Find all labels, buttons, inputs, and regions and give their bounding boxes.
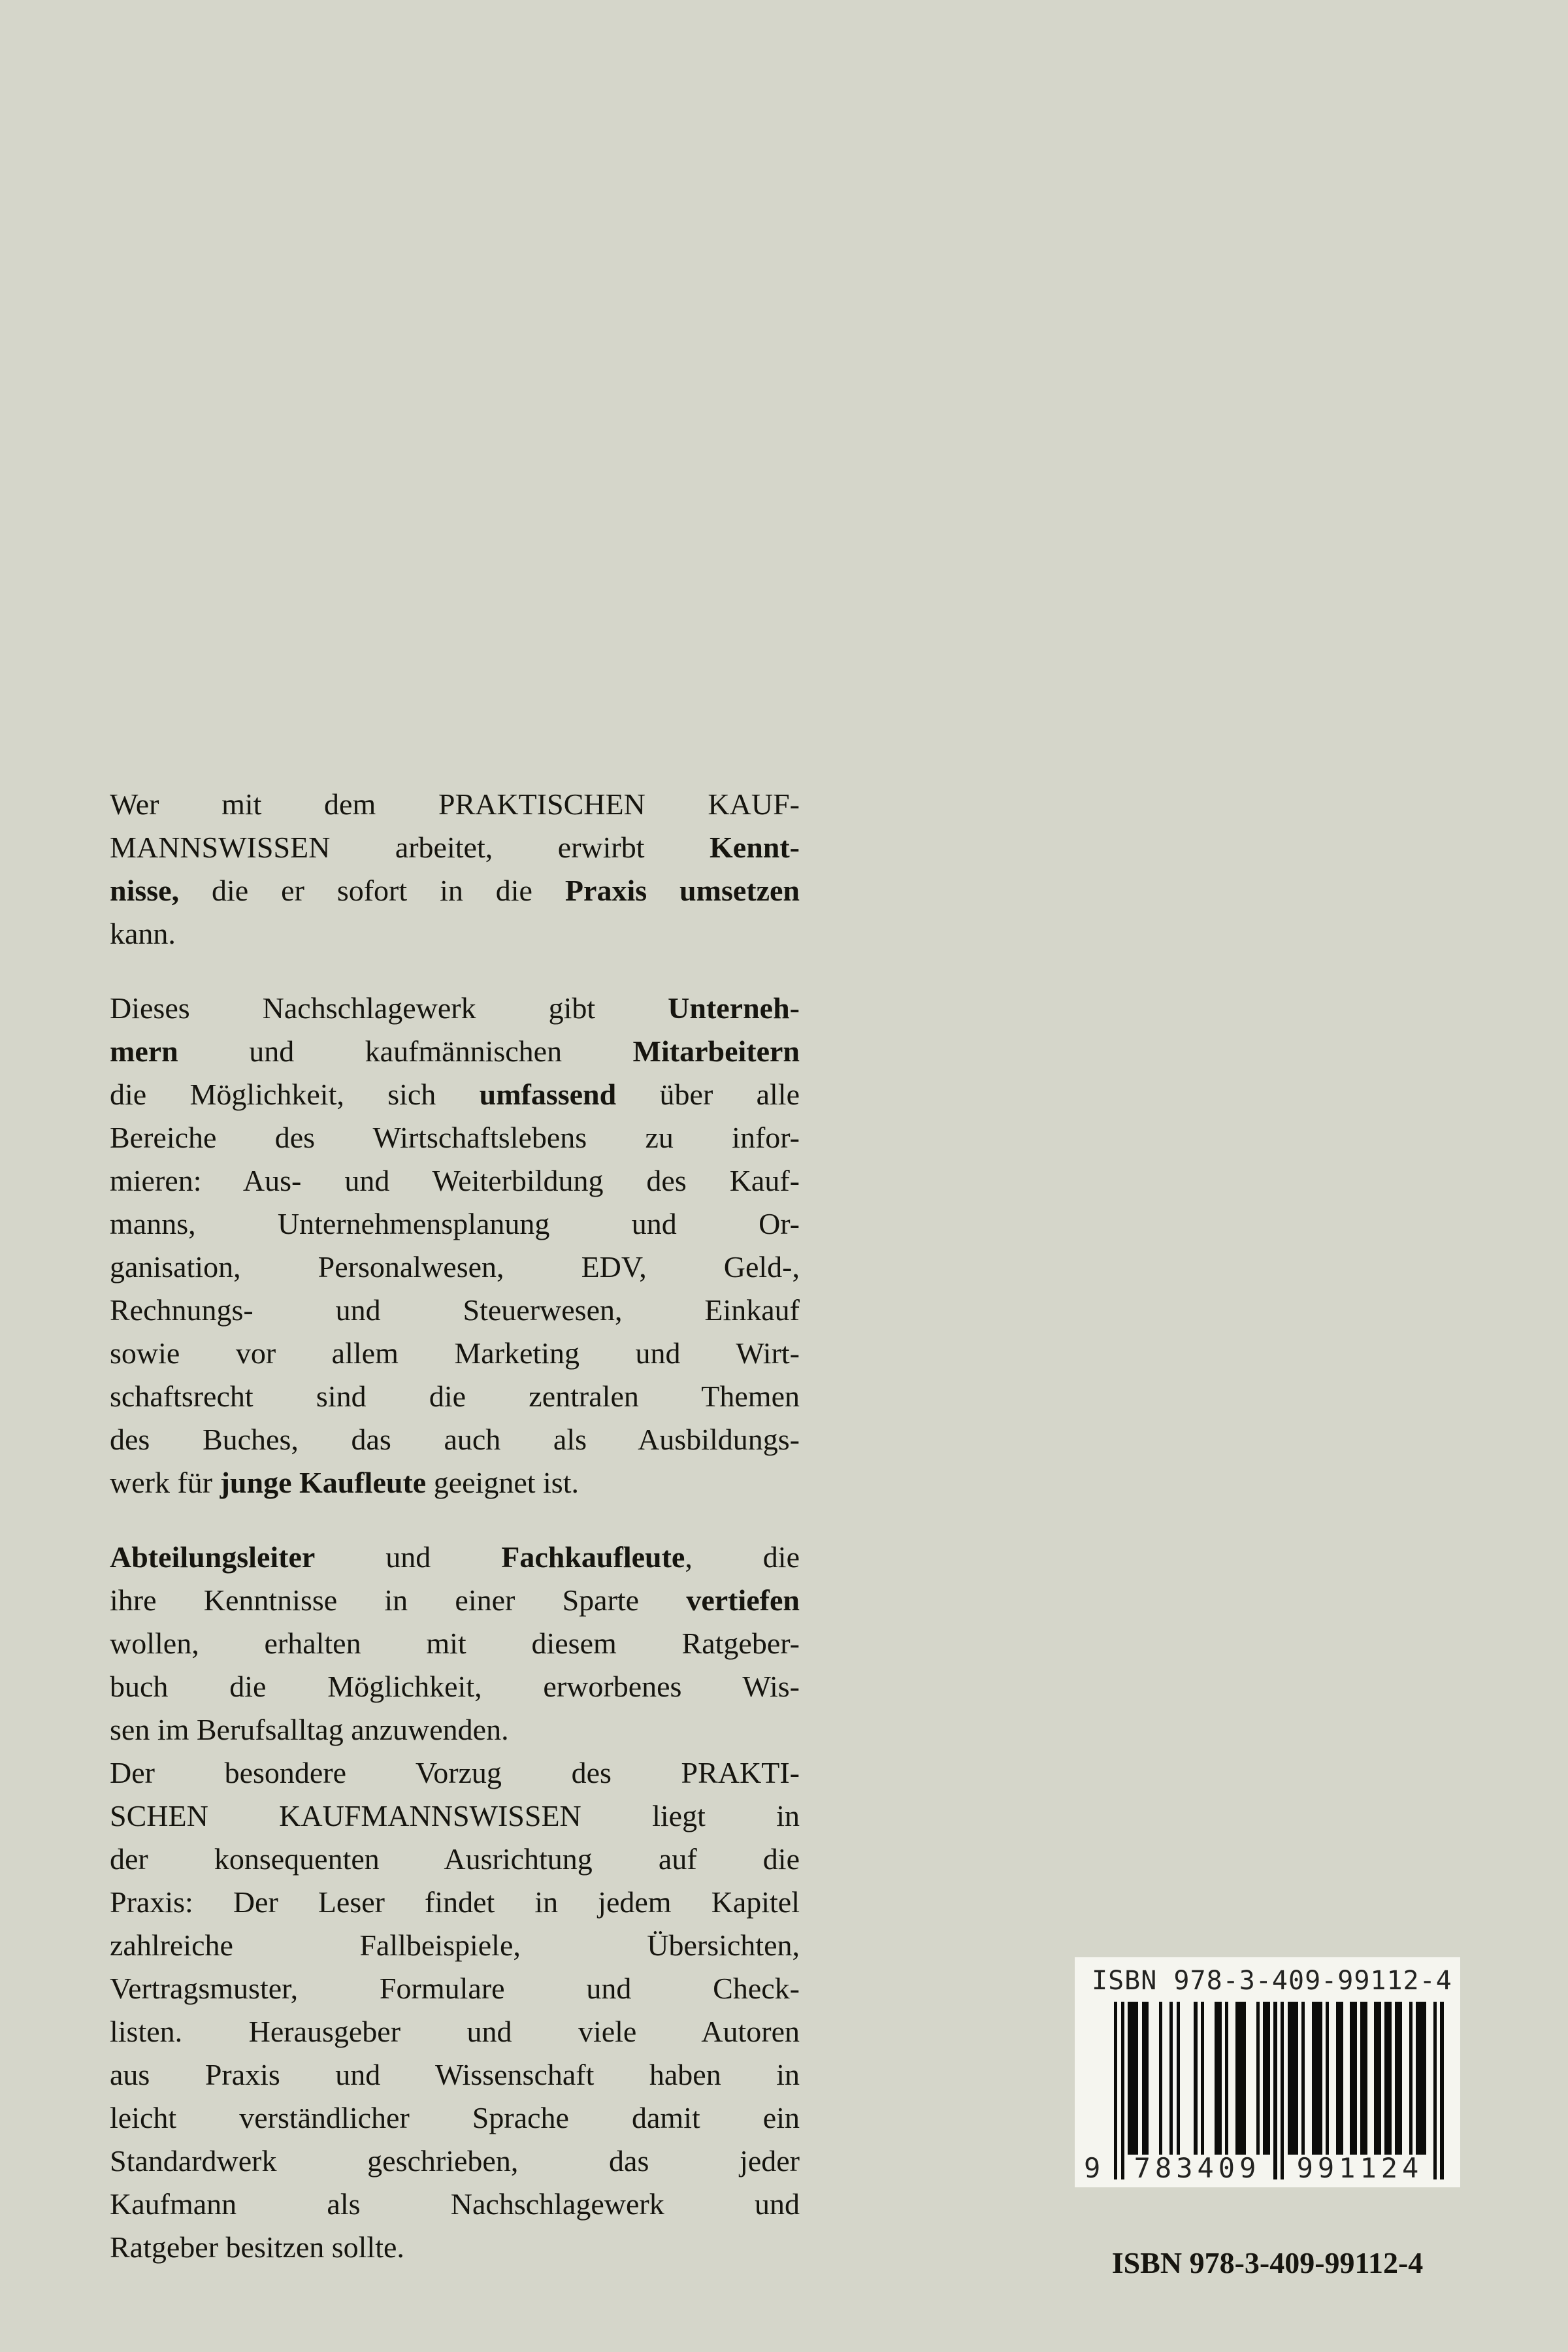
text-segment: Bereiche des Wirtschaftslebens zu infor- bbox=[110, 1121, 800, 1154]
bold-text-segment: mern bbox=[110, 1035, 178, 1068]
text-segment: MANNSWISSEN arbeitet, erwirbt bbox=[110, 831, 710, 864]
text-line bbox=[110, 2010, 800, 2053]
isbn-top-label: ISBN 978-3-409-99112-4 bbox=[1092, 1966, 1452, 1996]
text-line bbox=[110, 1924, 800, 1967]
text-segment: wollen, erhalten mit diesem Ratgeber- bbox=[110, 1627, 800, 1660]
text-segment: Praxis: Der Leser findet in jedem Kapitel bbox=[110, 1885, 800, 1919]
text-segment: des Buches, das auch als Ausbildungs- bbox=[110, 1423, 800, 1456]
text-line bbox=[110, 1289, 800, 1332]
bold-text-segment: Kennt- bbox=[710, 831, 800, 864]
text-segment: leicht verständlicher Sprache damit ein bbox=[110, 2101, 800, 2134]
barcode-digits bbox=[1084, 2152, 1443, 2184]
text-line bbox=[110, 1418, 800, 1461]
text-line bbox=[110, 1461, 800, 1504]
text-line bbox=[110, 869, 800, 912]
text-line bbox=[110, 912, 800, 955]
text-segment: ganisation, Personalwesen, EDV, Geld-, bbox=[110, 1250, 800, 1284]
text-segment: listen. Herausgeber und viele Autoren bbox=[110, 2015, 800, 2048]
barcode-digit-group-1: 783409 bbox=[1134, 2152, 1261, 2184]
text-segment: Rechnungs- und Steuerwesen, Einkauf bbox=[110, 1293, 800, 1327]
barcode-digit-lead: 9 bbox=[1084, 2152, 1101, 2184]
text-segment: die er sofort in die bbox=[179, 874, 565, 907]
isbn-footer: ISBN 978-3-409-99112-4 bbox=[1111, 2246, 1424, 2279]
text-line bbox=[110, 1030, 800, 1073]
bold-text-segment: Mitarbeitern bbox=[632, 1035, 800, 1068]
text-segment: und bbox=[315, 1540, 502, 1574]
bold-text-segment: Praxis umsetzen bbox=[564, 874, 800, 907]
text-line bbox=[110, 1375, 800, 1418]
text-line bbox=[110, 1159, 800, 1202]
text-line bbox=[110, 2226, 800, 2269]
text-segment: und kaufmännischen bbox=[178, 1035, 633, 1068]
text-line bbox=[110, 2183, 800, 2226]
text-segment: mieren: Aus- und Weiterbildung des Kauf- bbox=[110, 1164, 800, 1197]
bold-text-segment: vertiefen bbox=[686, 1583, 800, 1617]
text-segment: der konsequenten Ausrichtung auf die bbox=[110, 1842, 800, 1876]
text-line bbox=[110, 1579, 800, 1622]
text-line bbox=[110, 783, 800, 826]
text-line bbox=[110, 1536, 800, 1579]
text-line bbox=[110, 1708, 800, 1751]
text-line bbox=[110, 1795, 800, 1838]
paragraph bbox=[110, 783, 800, 955]
text-segment: zahlreiche Fallbeispiele, Übersichten, bbox=[110, 1929, 800, 1962]
text-segment: Kaufmann als Nachschlagewerk und bbox=[110, 2187, 800, 2221]
paragraph bbox=[110, 1536, 800, 1751]
text-segment: buch die Möglichkeit, erworbenes Wis- bbox=[110, 1670, 800, 1703]
text-segment: Der besondere Vorzug des PRAKTI- bbox=[110, 1756, 800, 1789]
text-line bbox=[110, 1967, 800, 2010]
text-segment: Wer mit dem PRAKTISCHEN KAUF- bbox=[110, 787, 800, 821]
barcode-box bbox=[1075, 1957, 1460, 2187]
text-line bbox=[110, 1073, 800, 1116]
text-segment: sen im Berufsalltag anzuwenden. bbox=[110, 1713, 509, 1746]
text-segment: geeignet ist. bbox=[426, 1466, 579, 1499]
bold-text-segment: Unterneh- bbox=[668, 991, 800, 1025]
text-segment: werk für bbox=[110, 1466, 220, 1499]
text-segment: kann. bbox=[110, 917, 176, 950]
body-text bbox=[110, 783, 800, 2269]
text-segment: sowie vor allem Marketing und Wirt- bbox=[110, 1336, 800, 1370]
text-line bbox=[110, 1838, 800, 1881]
paragraph bbox=[110, 987, 800, 1504]
text-segment: manns, Unternehmensplanung und Or- bbox=[110, 1207, 800, 1240]
text-line bbox=[110, 2140, 800, 2183]
bold-text-segment: junge Kaufleute bbox=[220, 1466, 427, 1499]
text-line bbox=[110, 1622, 800, 1665]
bold-text-segment: umfassend bbox=[479, 1078, 617, 1111]
text-segment: die Möglichkeit, sich bbox=[110, 1078, 480, 1111]
barcode-area bbox=[1084, 2002, 1443, 2184]
text-line bbox=[110, 1881, 800, 1924]
text-segment: aus Praxis und Wissenschaft haben in bbox=[110, 2058, 800, 2091]
text-segment: Vertragsmuster, Formulare und Check- bbox=[110, 1972, 800, 2005]
text-line bbox=[110, 2053, 800, 2096]
text-line bbox=[110, 2096, 800, 2140]
text-line bbox=[110, 1751, 800, 1795]
text-segment: schaftsrecht sind die zentralen Themen bbox=[110, 1380, 800, 1413]
text-segment: , die bbox=[685, 1540, 800, 1574]
text-segment: ihre Kenntnisse in einer Sparte bbox=[110, 1583, 687, 1617]
text-line bbox=[110, 826, 800, 869]
bold-text-segment: Fachkaufleute bbox=[501, 1540, 685, 1574]
paragraph bbox=[110, 1751, 800, 2269]
bold-text-segment: nisse, bbox=[110, 874, 180, 907]
text-segment: über alle bbox=[616, 1078, 800, 1111]
text-segment: Dieses Nachschlagewerk gibt bbox=[110, 991, 668, 1025]
text-segment: Standardwerk geschrieben, das jeder bbox=[110, 2144, 800, 2178]
text-line bbox=[110, 1332, 800, 1375]
barcode-digit-group-2: 991124 bbox=[1296, 2152, 1424, 2184]
text-line bbox=[110, 1116, 800, 1159]
text-line bbox=[110, 1202, 800, 1246]
text-line bbox=[110, 987, 800, 1030]
text-segment: Ratgeber besitzen sollte. bbox=[110, 2230, 404, 2264]
text-segment: SCHEN KAUFMANNSWISSEN liegt in bbox=[110, 1799, 800, 1832]
text-line bbox=[110, 1665, 800, 1708]
text-line bbox=[110, 1246, 800, 1289]
bold-text-segment: Abteilungsleiter bbox=[110, 1540, 316, 1574]
